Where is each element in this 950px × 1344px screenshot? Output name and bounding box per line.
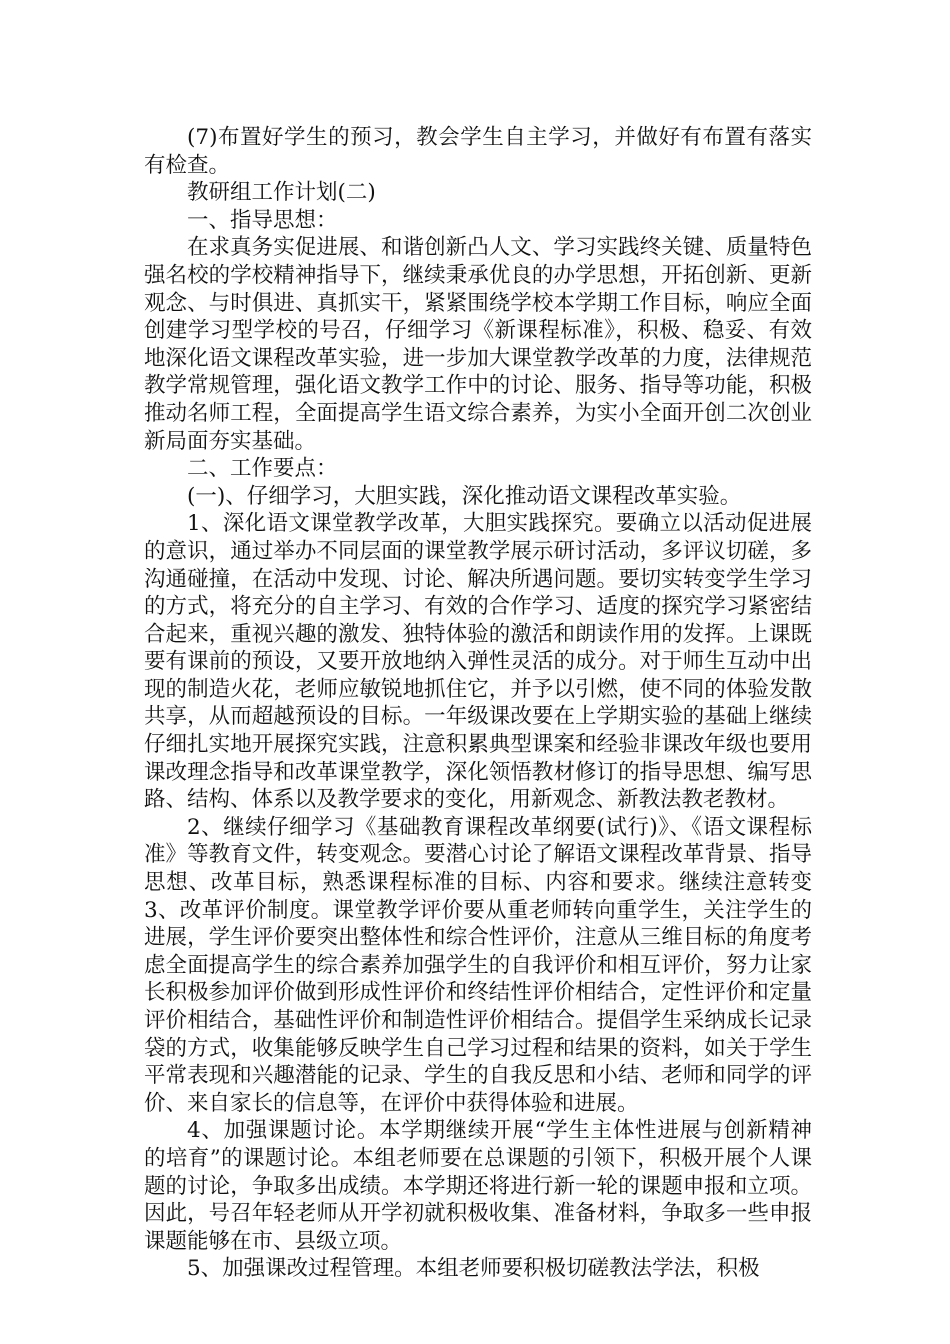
paragraph-topic-research: 4、加强课题讨论。本学期继续开展“学生主体性进展与创新精神的培育”的课题讨论。本组老师要在总课题的引领下，积极开展个人课题的讨论，争取多出成绩。本学期还将进行新一轮的课题申报和立项。因此，号召年轻老师从开学初就积极收集、准备材料，争取多一些申报课题能够在市、县级立项。 <box>144 1118 812 1254</box>
section-title: 教研组工作计划(二) <box>187 180 376 206</box>
paragraph-study-documents: 2、继续仔细学习《基础教育课程改革纲要(试行)》、《语文课程标准》等教育文件，转变观念。要潜心讨论了解语文课程改革背景、指导思想、改革目标，熟悉课程标准的目标、内容和要求。继续注意转变3、改革评价制度。课堂教学评价要从重老师转向重学生，关注学生的进展，学生评价要突出整体性和综合性评价，注意从三维目标的角度考虑全面提高学生的综合素养加强学生的自我评价和相互评价，努力让家长积极参加评价做到形成性评价和终结性评价相结合，定性评价和定量评价相结合，基础性评价和制造性评价相结合。提倡学生采纳成长记录袋的方式，收集能够反映学生自己学习过程和结果的资料，如关于学生平常表现和兴趣潜能的记录、学生的自我反思和小结、老师和同学的评价、来自家长的信息等，在评价中获得体验和进展。 <box>144 814 812 1116</box>
paragraph-guiding-thought: 在求真务实促进展、和谐创新凸人文、学习实践终关键、质量特色强名校的学校精神指导下，继续秉承优良的办学思想，开拓创新、更新观念、与时俱进、真抓实干，紧紧围绕学校本学期工作目标，响应全面创建学习型学校的号召，仔细学习《新课程标准》，积极、稳妥、有效地深化语文课程改革实验，进一步加大课堂教学改革的力度，法律规范教学常规管理，强化语文教学工作中的讨论、服务、指导等功能，积极推动名师工程，全面提高学生语文综合素养，为实小全面开创二次创业新局面夯实基础。 <box>144 235 812 454</box>
paragraph-preview-item: (7)布置好学生的预习，教会学生自主学习，并做好有布置有落实有检查。 <box>144 125 812 178</box>
paragraph-process-management: 5、加强课改过程管理。本组老师要积极切磋教法学法，积极 <box>187 1256 760 1282</box>
heading-work-points: 二、工作要点： <box>187 456 338 482</box>
document-body <box>144 124 812 1283</box>
heading-guiding-thought: 一、指导思想： <box>187 207 338 233</box>
subheading-curriculum-reform: (一)、仔细学习，大胆实践，深化推动语文课程改革实验。 <box>187 483 742 509</box>
paragraph-classroom-reform: 1、深化语文课堂教学改革，大胆实践探究。要确立以活动促进展的意识，通过举办不同层面的课堂教学展示研讨活动，多评议切磋，多沟通碰撞，在活动中发现、讨论、解决所遇问题。要切实转变学生学习的方式，将充分的自主学习、有效的合作学习、适度的探究学习紧密结合起来，重视兴趣的激发、独特体验的激活和朗读作用的发挥。上课既要有课前的预设，又要开放地纳入弹性灵活的成分。对于师生互动中出现的制造火花，老师应敏锐地抓住它，并予以引燃，使不同的体验发散共享，从而超越预设的目标。一年级课改要在上学期实验的基础上继续仔细扎实地开展探究实践，注意积累典型课案和经验非课改年级也要用课改理念指导和改革课堂教学，深化领悟教材修订的指导思想、编写思路、结构、体系以及教学要求的变化，用新观念、新教法教老教材。 <box>144 511 812 813</box>
